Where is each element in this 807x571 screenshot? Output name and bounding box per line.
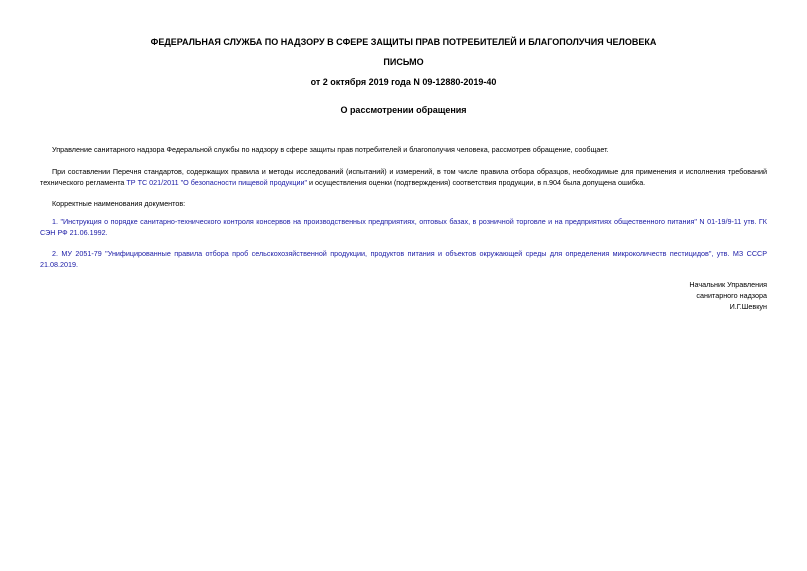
document-type: ПИСЬМО [383,57,424,67]
error-paragraph-text-before: При составлении Перечня стандартов, содержащих правила и методы исследований (испытаний) и измерений, в том числе правила отбора образцов, необходимые для применения и исполнения требований технического регламента [40,167,767,187]
signature-name: И.Г.Шевкун [729,302,767,311]
document-item-2[interactable] [40,248,767,270]
error-paragraph [40,166,767,188]
document-item-2-link[interactable]: 2. МУ 2051-79 "Унифицированные правила отбора проб сельскохозяйственной продукции, продуктов питания и объектов окружающей среды для определения микроколичеств пестицидов", утв. МЗ СССР 21.08.2019. [40,249,767,269]
signature-position-line1: Начальник Управления [689,280,767,289]
correct-names-label: Корректные наименования документов: [52,199,186,208]
document-item-1-link[interactable]: 1. "Инструкция о порядке санитарно-технического контроля консервов на производственных предприятиях, оптовых базах, в розничной торговле и на предприятиях общественного питания" N 01-19/9-11 утв. ГК СЭН РФ 21.06.1992. [40,217,767,237]
document-subject: О рассмотрении обращения [340,105,467,115]
document-date-number: от 2 октября 2019 года N 09-12880-2019-40 [310,77,497,87]
signature-position-line2: санитарного надзора [696,291,767,300]
document-item-1[interactable] [40,216,767,238]
agency-title: ФЕДЕРАЛЬНАЯ СЛУЖБА ПО НАДЗОРУ В СФЕРЕ ЗАЩИТЫ ПРАВ ПОТРЕБИТЕЛЕЙ И БЛАГОПОЛУЧИЯ ЧЕЛОВЕКА [150,37,657,47]
regulation-link[interactable]: ТР ТС 021/2011 "О безопасности пищевой продукции" [126,178,308,187]
error-paragraph-text-after: и осуществления оценки (подтверждения) соответствия продукции, в п.904 была допущена ошибка. [307,178,646,187]
intro-paragraph: Управление санитарного надзора Федеральной службы по надзору в сфере защиты прав потребителей и благополучия человека, рассмотрев обращение, сообщает. [52,145,609,154]
signature-block [689,279,767,312]
